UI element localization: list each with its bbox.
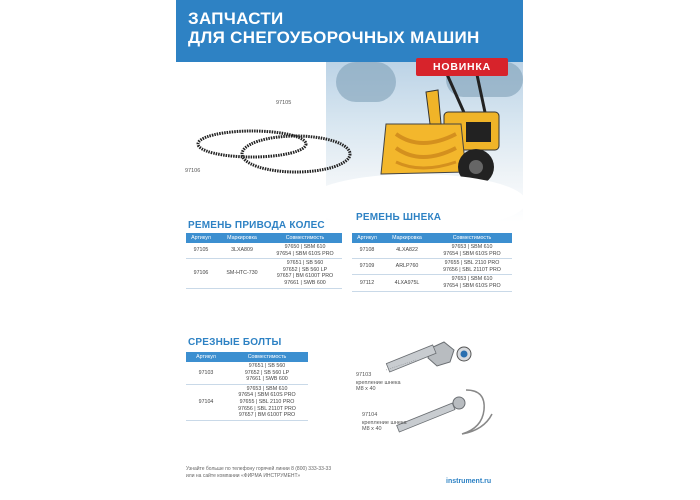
- footer-note: [186, 466, 331, 480]
- col-compat: Совместимость: [432, 233, 512, 243]
- bolt-a-desc: крепление шнека М8 х 40: [356, 380, 401, 392]
- catalog-page: [176, 0, 523, 500]
- wheel-belt-table: [186, 233, 342, 289]
- header-banner: [176, 0, 523, 62]
- compat-line: 97655 | SBL 2110 PRO: [444, 260, 500, 267]
- table-row: [352, 243, 512, 259]
- compat-line: 97656 | SBL 2110T PRO: [443, 266, 501, 273]
- footer-line-1: Узнайте больше по телефону горячей линии 8 (800) 333-33-33: [186, 466, 332, 472]
- compat-line: 97650 | SBM 610: [284, 244, 326, 250]
- sku-cell: 97108: [352, 243, 382, 259]
- compat-line: 97656 | SBL 2110T PRO: [238, 405, 296, 412]
- table-header-row: [186, 233, 342, 243]
- snowblower-photo: [326, 62, 523, 222]
- compat-cell: [268, 259, 342, 288]
- new-badge: НОВИНКА: [416, 58, 508, 76]
- col-compat: Совместимость: [268, 233, 342, 243]
- auger-belt-heading: РЕМЕНЬ ШНЕКА: [356, 212, 442, 223]
- bolts-icon: [316, 330, 516, 450]
- compat-line: 97661 | SWB 600: [284, 279, 326, 286]
- mark-cell: SM-HTC-730: [216, 259, 268, 288]
- col-sku: Артикул: [352, 233, 382, 243]
- sku-cell: 97112: [352, 275, 382, 291]
- table-row: [186, 362, 308, 384]
- mark-cell: 3LXA809: [216, 243, 268, 259]
- shear-bolts-table: [186, 352, 308, 421]
- compat-line: 97654 | SBM 610S PRO: [443, 282, 501, 289]
- sku-cell: 97104: [186, 384, 226, 420]
- compat-line: 97652 | SB 560 LP: [282, 266, 328, 273]
- auger-belt-table: [352, 233, 512, 292]
- col-sku: Артикул: [186, 352, 226, 362]
- table-row: [352, 259, 512, 275]
- compat-line: 97654 | SBM 610S PRO: [443, 250, 501, 257]
- compat-cell: [432, 243, 512, 259]
- compat-cell: [432, 259, 512, 275]
- bolt-a-label: 97103: [356, 372, 372, 378]
- wheel-belt-heading: РЕМЕНЬ ПРИВОДА КОЛЕС: [188, 220, 325, 231]
- compat-line: 97654 | SBM 610S PRO: [238, 392, 296, 399]
- col-compat: Совместимость: [226, 352, 308, 362]
- sku-cell: 97105: [186, 243, 216, 259]
- sku-cell: 97109: [352, 259, 382, 275]
- bolt-b-desc: крепление шнека М8 х 40: [362, 420, 407, 432]
- compat-line: 97655 | SBL 2110 PRO: [239, 398, 295, 405]
- compat-line: 97654 | SBM 610S PRO: [276, 250, 334, 257]
- table-row: [352, 275, 512, 291]
- compat-cell: [226, 362, 308, 384]
- compat-cell: [226, 384, 308, 420]
- compat-line: 97657 | BM 6100T PRO: [276, 273, 334, 280]
- col-mark: Маркировка: [216, 233, 268, 243]
- col-mark: Маркировка: [382, 233, 432, 243]
- compat-line: 97653 | SBM 610: [451, 244, 493, 250]
- col-sku: Артикул: [186, 233, 216, 243]
- table-header-row: [186, 352, 308, 362]
- compat-line: 97661 | SWB 600: [246, 376, 288, 383]
- belt-a-label: 97105: [276, 100, 292, 106]
- sku-cell: 97106: [186, 259, 216, 288]
- belts-icon: [194, 118, 354, 180]
- snowblower-icon: [326, 62, 523, 222]
- compat-cell: [432, 275, 512, 291]
- bolt-b-label: 97104: [362, 412, 378, 418]
- table-row: [186, 384, 308, 420]
- site-link[interactable]: instrument.ru: [446, 478, 492, 485]
- compat-line: 97651 | SB 560: [248, 363, 286, 369]
- table-header-row: [352, 233, 512, 243]
- compat-line: 97651 | SB 560: [286, 260, 324, 267]
- compat-line: 97652 | SB 560 LP: [244, 369, 290, 376]
- title-line-1: ЗАПЧАСТИ: [188, 9, 284, 28]
- compat-line: 97653 | SBM 610: [451, 276, 493, 283]
- table-row: [186, 243, 342, 259]
- compat-line: 97657 | BM 6100T PRO: [238, 412, 296, 419]
- compat-line: 97653 | SBM 610: [246, 385, 288, 392]
- mark-cell: 4LXA822: [382, 243, 432, 259]
- table-row: [186, 259, 342, 288]
- sku-cell: 97103: [186, 362, 226, 384]
- mark-cell: 4LXA975L: [382, 275, 432, 291]
- mark-cell: ARLP760: [382, 259, 432, 275]
- page-title: [188, 9, 480, 47]
- belt-b-label: 97106: [185, 168, 201, 174]
- footer-line-2: или на сайте компании «ФИРМА ИНСТРУМЕНТ»: [186, 473, 301, 479]
- shear-bolts-heading: СРЕЗНЫЕ БОЛТЫ: [188, 337, 282, 348]
- compat-cell: [268, 243, 342, 259]
- title-line-2: ДЛЯ СНЕГОУБОРОЧНЫХ МАШИН: [188, 28, 480, 47]
